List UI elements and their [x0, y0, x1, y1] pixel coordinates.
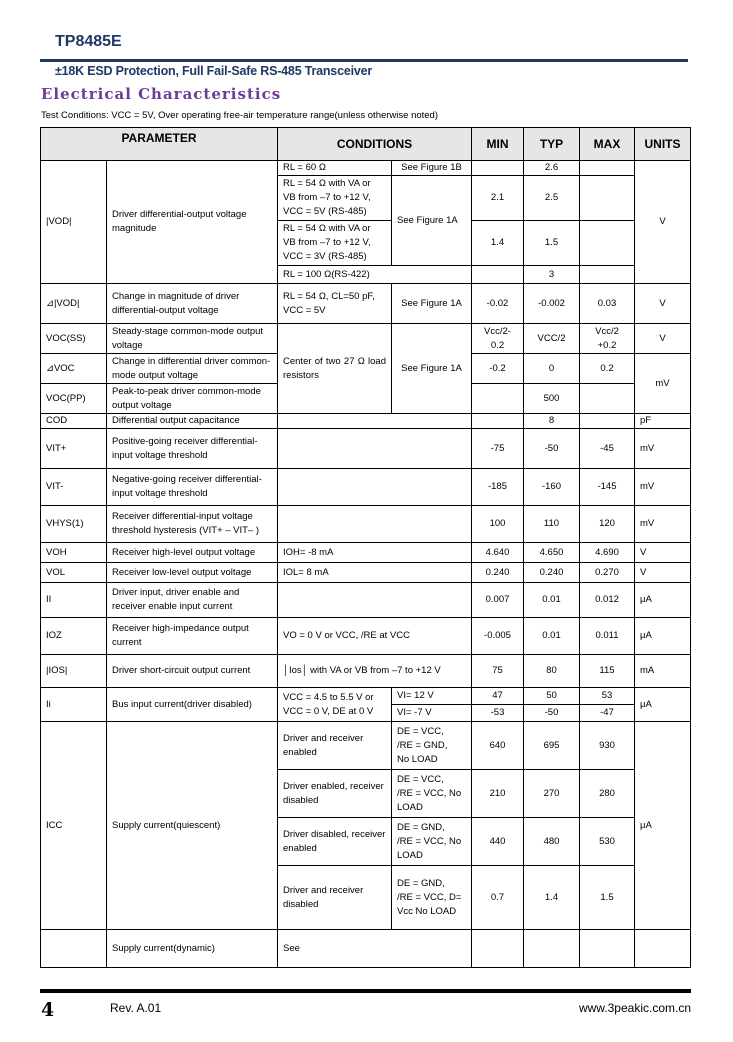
value-min: -75 — [472, 429, 524, 469]
value-typ: 50 — [524, 688, 580, 705]
unit-cell: mV — [635, 354, 691, 414]
value-typ: 2.6 — [524, 161, 580, 176]
value-min — [472, 324, 524, 354]
table-row — [41, 414, 691, 429]
desc-line: Receiver differential-input voltage — [112, 511, 253, 522]
revision: Rev. A.01 — [110, 1001, 162, 1015]
vi-cell: VI= 12 V — [392, 688, 472, 705]
unit-cell: V — [635, 563, 691, 583]
cond-line: VCC = 4.5 to 5.5 V or — [283, 691, 374, 703]
website: www.3peakic.com.cn — [578, 1001, 691, 1015]
value-max: -45 — [580, 429, 635, 469]
unit-cell: μA — [635, 618, 691, 655]
value-min: 0.007 — [472, 583, 524, 618]
value-min: 440 — [472, 818, 524, 866]
cond-line: VCC = 0 V, DE at 0 V — [283, 705, 374, 717]
mode-cell: Driver and receiver enabled — [278, 722, 392, 770]
header-units: UNITS — [635, 128, 691, 161]
desc-cell: Supply current(quiescent) — [107, 722, 278, 930]
section-title: Electrical Characteristics — [41, 85, 282, 103]
unit-cell: pF — [635, 414, 691, 429]
value-min: 47 — [472, 688, 524, 705]
cond-line: VCC = 5V — [283, 304, 326, 316]
desc-cell: Receiver high-level output voltage — [107, 543, 278, 563]
cond-cell — [278, 688, 392, 722]
value-max: 4.690 — [580, 543, 635, 563]
value-typ: 1.4 — [524, 866, 580, 930]
cond-cell — [278, 429, 472, 469]
see-figure: See Figure 1A — [392, 284, 472, 324]
page-number: 4 — [41, 999, 55, 1021]
cond-line: Vcc No LOAD — [397, 905, 457, 917]
value-max: 120 — [580, 506, 635, 543]
value-max: 530 — [580, 818, 635, 866]
cond-line: RL = 54 Ω with VA or — [283, 178, 371, 189]
value-typ: 110 — [524, 506, 580, 543]
value-min: 210 — [472, 770, 524, 818]
value-max — [580, 221, 635, 266]
value-max: 0.270 — [580, 563, 635, 583]
table-row — [41, 469, 691, 506]
value-typ: 1.5 — [524, 221, 580, 266]
unit-cell: V — [635, 161, 691, 284]
cond-cell — [278, 284, 392, 324]
value-max — [580, 384, 635, 414]
cond-cell — [278, 414, 472, 429]
cond-line: DE = VCC, — [397, 725, 444, 737]
symbol-cell: ICC — [41, 722, 107, 930]
value-typ — [524, 930, 580, 968]
value-max: 1.5 — [580, 866, 635, 930]
cond-cell — [392, 722, 472, 770]
value-max: 280 — [580, 770, 635, 818]
value-typ: VCC/2 — [524, 324, 580, 354]
cond-cell — [278, 506, 472, 543]
cond-cell — [392, 866, 472, 930]
cond-cell: IOL= 8 mA — [278, 563, 472, 583]
table-header-row — [41, 128, 691, 161]
header-conditions: CONDITIONS — [278, 128, 472, 161]
value-typ: 480 — [524, 818, 580, 866]
symbol-cell: VOC(SS) — [41, 324, 107, 354]
cond-line: /RE = VCC, No — [397, 787, 462, 799]
header-rule — [40, 59, 688, 62]
cond-cell: RL = 60 Ω — [278, 161, 392, 176]
see-figure: See Figure 1B — [392, 161, 472, 176]
see-figure: See Figure 1A — [392, 176, 472, 266]
desc-vod: Driver differential-output voltage magnitude — [107, 161, 278, 284]
cond-cell — [278, 469, 472, 506]
value-max: 0.011 — [580, 618, 635, 655]
desc-cell: Receiver low-level output voltage — [107, 563, 278, 583]
header-min: MIN — [472, 128, 524, 161]
desc-cell: Steady-stage common-mode output voltage — [107, 324, 278, 354]
cond-line: /RE = VCC, D= — [397, 891, 462, 903]
unit-cell: V — [635, 324, 691, 354]
test-conditions: Test Conditions: VCC = 5V, Over operating free-air temperature range(unless otherwise noted) — [41, 110, 439, 121]
value-min: 0.240 — [472, 563, 524, 583]
symbol-cell — [41, 930, 107, 968]
cond-line: No LOAD — [397, 753, 438, 765]
symbol-cell: |IOS| — [41, 655, 107, 688]
value-typ: 500 — [524, 384, 580, 414]
symbol-cell: VHYS(1) — [41, 506, 107, 543]
cond-cell: IOH= -8 mA — [278, 543, 472, 563]
electrical-characteristics-table — [40, 127, 691, 968]
cond-line: LOAD — [397, 849, 423, 861]
table-row — [41, 284, 691, 324]
table-row — [41, 506, 691, 543]
value-typ: 0.240 — [524, 563, 580, 583]
cond-cell: │Ios│ with VA or VB from –7 to +12 V — [278, 655, 472, 688]
value-min: 100 — [472, 506, 524, 543]
vi-cell: VI= -7 V — [392, 705, 472, 722]
desc-line: threshold hysteresis (VIT+ – VIT– ) — [112, 525, 260, 536]
value-typ: 80 — [524, 655, 580, 688]
table-row — [41, 543, 691, 563]
unit-cell: V — [635, 284, 691, 324]
table-row — [41, 930, 691, 968]
cond-line: VB from –7 to +12 V, — [283, 237, 371, 248]
cond-line: VB from –7 to +12 V, — [283, 192, 371, 203]
value-min: -185 — [472, 469, 524, 506]
table-row — [41, 688, 691, 705]
unit-cell: mV — [635, 469, 691, 506]
value-min: -53 — [472, 705, 524, 722]
symbol-cell: ⊿|VOD| — [41, 284, 107, 324]
value-line: 0.2 — [490, 339, 505, 351]
cond-line: VCC = 5V (RS-485) — [283, 206, 367, 217]
see-figure: See Figure 1A — [392, 324, 472, 414]
desc-cell: Driver short-circuit output current — [107, 655, 278, 688]
unit-cell: mV — [635, 506, 691, 543]
value-max — [580, 930, 635, 968]
symbol-cell: IOZ — [41, 618, 107, 655]
cond-cell: RL = 100 Ω(RS-422) — [278, 266, 472, 284]
symbol-cell: VIT+ — [41, 429, 107, 469]
value-min: 2.1 — [472, 176, 524, 221]
cond-cell — [278, 176, 392, 221]
value-typ: 8 — [524, 414, 580, 429]
value-min: 640 — [472, 722, 524, 770]
cond-cell — [278, 583, 472, 618]
cond-cell: Center of two 27 Ω load resistors — [278, 324, 392, 414]
desc-cell: Positive-going receiver differential-input voltage threshold — [107, 429, 278, 469]
mode-cell: Driver and receiver disabled — [278, 866, 392, 930]
value-max: 115 — [580, 655, 635, 688]
table-row — [41, 655, 691, 688]
unit-cell: μA — [635, 722, 691, 930]
desc-cell: Peak-to-peak driver common-mode output voltage — [107, 384, 278, 414]
table-row — [41, 161, 691, 176]
unit-cell: mV — [635, 429, 691, 469]
value-min: 75 — [472, 655, 524, 688]
value-typ: 0.01 — [524, 583, 580, 618]
value-max — [580, 266, 635, 284]
value-typ: 270 — [524, 770, 580, 818]
symbol-cell: Ii — [41, 688, 107, 722]
value-typ: -50 — [524, 429, 580, 469]
value-min: -0.02 — [472, 284, 524, 324]
value-min: -0.005 — [472, 618, 524, 655]
cond-cell — [392, 770, 472, 818]
cond-cell — [278, 221, 392, 266]
value-min: 1.4 — [472, 221, 524, 266]
cond-cell: VO = 0 V or VCC, /RE at VCC — [278, 618, 472, 655]
value-min — [472, 930, 524, 968]
value-typ: 0 — [524, 354, 580, 384]
symbol-vod: |VOD| — [41, 161, 107, 284]
table-row — [41, 324, 691, 354]
symbol-cell: II — [41, 583, 107, 618]
header-typ: TYP — [524, 128, 580, 161]
unit-cell: μA — [635, 583, 691, 618]
cond-line: DE = GND, — [397, 877, 445, 889]
value-max: 0.012 — [580, 583, 635, 618]
part-number: TP8485E — [55, 33, 122, 50]
unit-cell — [635, 930, 691, 968]
value-max: 0.03 — [580, 284, 635, 324]
unit-cell: μA — [635, 688, 691, 722]
symbol-cell: VOH — [41, 543, 107, 563]
value-min — [472, 414, 524, 429]
cond-line: DE = GND, — [397, 821, 445, 833]
cond-line: DE = VCC, — [397, 773, 444, 785]
value-typ: 3 — [524, 266, 580, 284]
value-line: +0.2 — [597, 339, 617, 351]
value-max: -47 — [580, 705, 635, 722]
value-min — [472, 384, 524, 414]
header-max: MAX — [580, 128, 635, 161]
value-typ: -50 — [524, 705, 580, 722]
desc-cell: Driver input, driver enable and receiver enable input current — [107, 583, 278, 618]
cond-line: /RE = VCC, No — [397, 835, 462, 847]
value-typ: -160 — [524, 469, 580, 506]
desc-cell: Receiver high-impedance output current — [107, 618, 278, 655]
cond-line: RL = 54 Ω with VA or — [283, 223, 371, 234]
value-min: 4.640 — [472, 543, 524, 563]
cond-line: RL = 54 Ω, CL=50 pF, — [283, 290, 375, 302]
value-max — [580, 176, 635, 221]
value-max: -145 — [580, 469, 635, 506]
symbol-cell: VIT- — [41, 469, 107, 506]
footer-rule — [40, 989, 691, 993]
value-typ: -0.002 — [524, 284, 580, 324]
value-max: 930 — [580, 722, 635, 770]
value-min: 0.7 — [472, 866, 524, 930]
unit-cell: V — [635, 543, 691, 563]
table-row — [41, 429, 691, 469]
table-row — [41, 722, 691, 770]
desc-cell: Supply current(dynamic) — [107, 930, 278, 968]
symbol-cell: ⊿VOC — [41, 354, 107, 384]
symbol-cell: COD — [41, 414, 107, 429]
symbol-cell: VOL — [41, 563, 107, 583]
desc-cell: Differential output capacitance — [107, 414, 278, 429]
table-row — [41, 563, 691, 583]
value-max — [580, 161, 635, 176]
value-line: Vcc/2- — [484, 325, 511, 337]
value-min — [472, 161, 524, 176]
value-line: Vcc/2 — [595, 325, 619, 337]
desc-cell: Bus input current(driver disabled) — [107, 688, 278, 722]
value-max: 0.2 — [580, 354, 635, 384]
value-min — [472, 266, 524, 284]
cond-line: /RE = GND, — [397, 739, 448, 751]
value-max — [580, 414, 635, 429]
value-max — [580, 324, 635, 354]
value-typ: 2.5 — [524, 176, 580, 221]
cond-line: LOAD — [397, 801, 423, 813]
cond-cell: See — [278, 930, 472, 968]
desc-cell: Change in magnitude of driver differential-output voltage — [107, 284, 278, 324]
mode-cell: Driver disabled, receiver enabled — [278, 818, 392, 866]
unit-cell: mA — [635, 655, 691, 688]
value-max: 53 — [580, 688, 635, 705]
header-parameter: PARAMETER — [41, 128, 278, 161]
cond-line: VCC = 3V (RS-485) — [283, 251, 367, 262]
table-row — [41, 618, 691, 655]
value-typ: 4.650 — [524, 543, 580, 563]
desc-cell: Change in differential driver common-mode output voltage — [107, 354, 278, 384]
symbol-cell: VOC(PP) — [41, 384, 107, 414]
value-typ: 695 — [524, 722, 580, 770]
value-typ: 0.01 — [524, 618, 580, 655]
cond-cell — [392, 818, 472, 866]
value-min: -0.2 — [472, 354, 524, 384]
document-subtitle: ±18K ESD Protection, Full Fail-Safe RS-485 Transceiver — [55, 64, 373, 78]
desc-cell — [107, 506, 278, 543]
desc-cell: Negative-going receiver differential-input voltage threshold — [107, 469, 278, 506]
table-row — [41, 583, 691, 618]
mode-cell: Driver enabled, receiver disabled — [278, 770, 392, 818]
